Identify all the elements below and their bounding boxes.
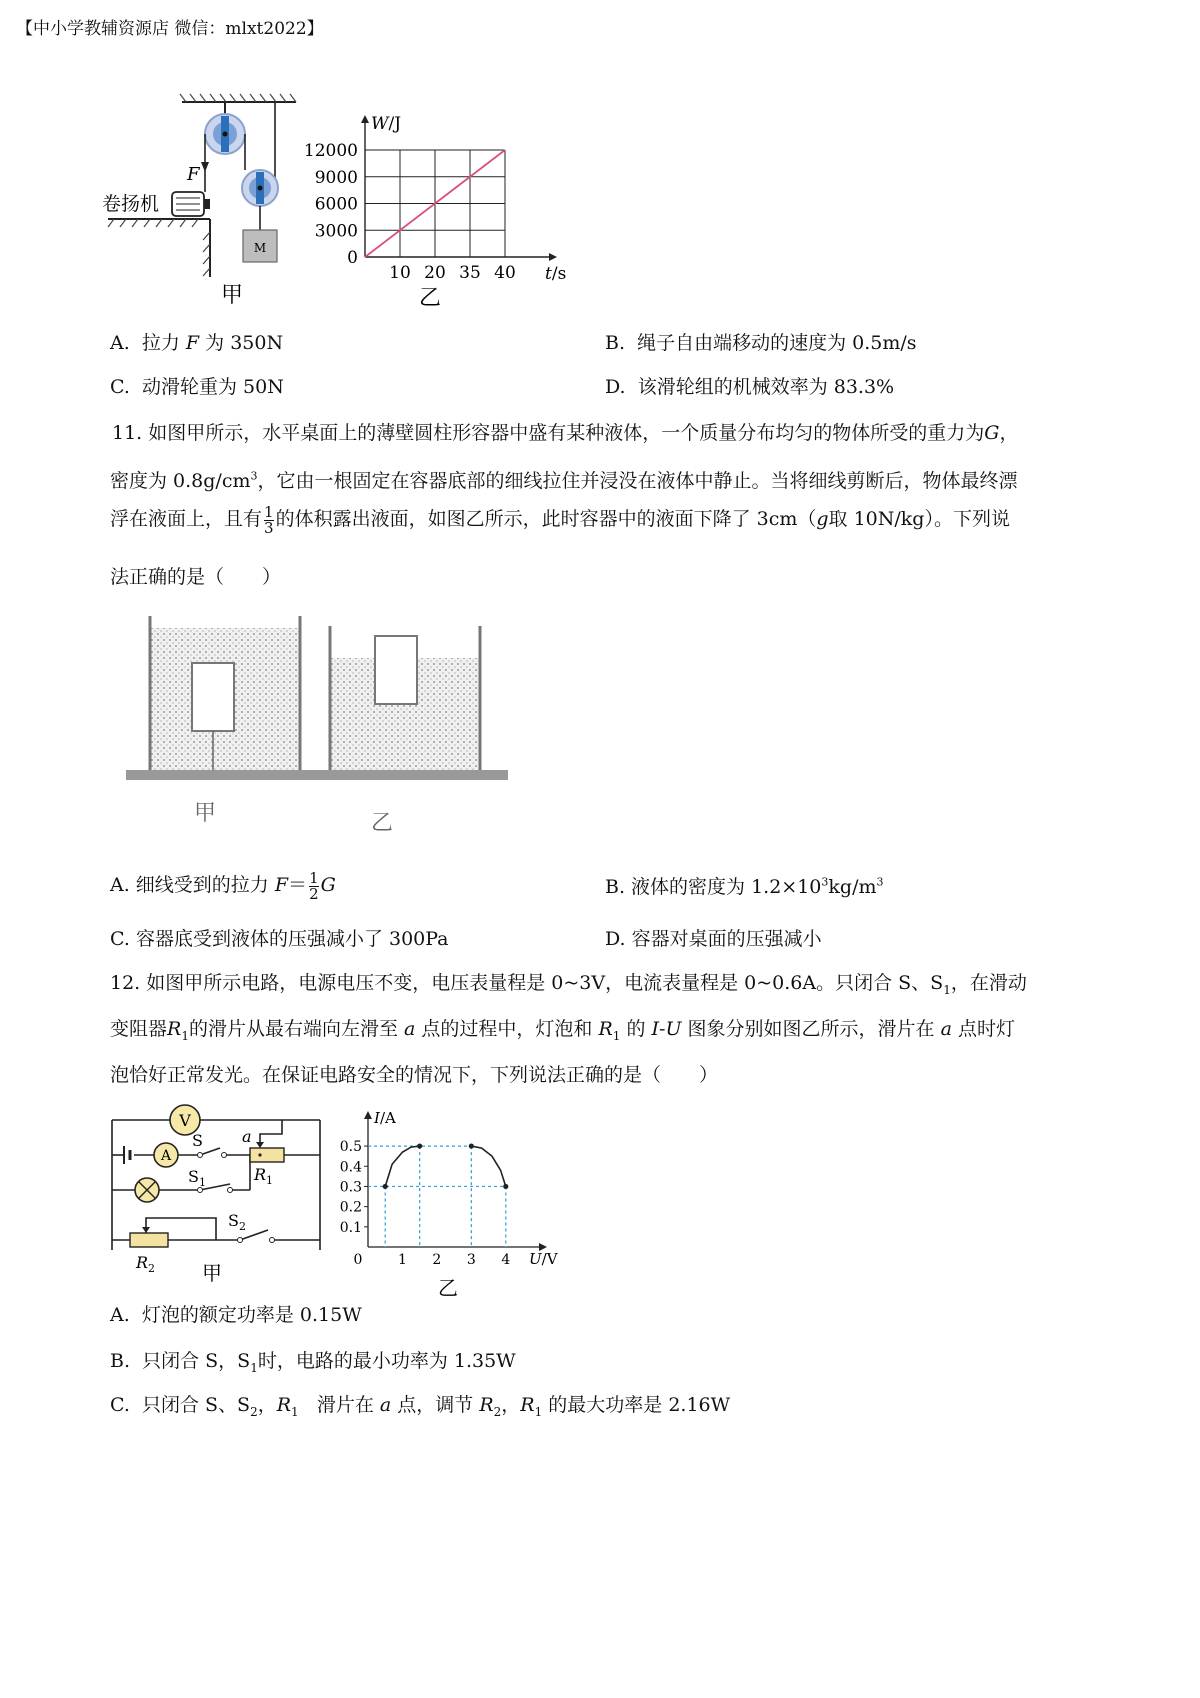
y-tick-label: 12000 — [303, 141, 358, 161]
q11-line-4: 法正确的是（ ） — [110, 566, 282, 588]
x-tick-label: 1 — [397, 1252, 407, 1268]
page-header: 【中小学教辅资源店 微信：mlxt2022】 — [16, 19, 324, 39]
switch-s2-label: $S_2$ — [228, 1211, 246, 1233]
voltmeter-label: V — [179, 1111, 191, 1130]
block-m-label: M — [253, 241, 267, 255]
pulley-system-figure — [100, 92, 330, 307]
x-tick-label: 10 — [389, 263, 411, 283]
current-voltage-chart — [330, 1105, 575, 1305]
q11-line-1: 11. 如图甲所示，水平桌面上的薄壁圆柱形容器中盛有某种液体，一个质量分布均匀的物体所受的重力为G， — [112, 422, 1019, 444]
r2-label: $R_2$ — [136, 1253, 156, 1275]
x-tick-label: 40 — [494, 263, 516, 283]
x-tick-label: 20 — [424, 263, 446, 283]
q11-line-3: 浮在液面上，且有 $\frac{1}{3}$ 的体积露出液面，如图乙所示，此时容器中的液面下降了 3cm（g取 10N/kg）。下列说 — [110, 502, 1010, 537]
y-tick-label: 0.2 — [339, 1199, 362, 1216]
y-tick-label: 3000 — [314, 221, 358, 242]
figure-caption-yi: 乙 — [438, 1276, 458, 1300]
y-axis-label: W/J — [371, 114, 402, 134]
q12-option-b: B. 只闭合 S，$S_1$时，电路的最小功率为 1.35W — [110, 1350, 516, 1375]
x-tick-label: 35 — [459, 263, 481, 283]
q12-line-2: 变阻器$R_1$的滑片从最右端向左滑至 a 点的过程中，灯泡和 $R_1$ 的 I-U 图象分别如图乙所示，滑片在 a 点时灯 — [110, 1018, 1015, 1043]
y-tick-label: 0.3 — [339, 1179, 362, 1196]
q10-option-c: C. 动滑轮重为 50N — [110, 376, 284, 398]
x-tick-label: 4 — [501, 1252, 511, 1268]
iu-curve — [385, 1146, 419, 1186]
data-point — [469, 1143, 474, 1148]
y-tick-label: 0 — [347, 248, 358, 268]
q11-line-2: 密度为 $0.8g/cm^3$，它由一根固定在容器底部的细线拉住并浸没在液体中静止。当将细线剪断后，物体最终漂 — [110, 469, 1018, 492]
y-axis-arrow — [361, 115, 369, 123]
winch-label: 卷扬机 — [102, 193, 160, 215]
y-tick-label: 0.4 — [339, 1159, 362, 1176]
q12-line-3: 泡恰好正常发光。在保证电路安全的情况下，下列说法正确的是（ ） — [110, 1064, 719, 1086]
switch-s1-label: $S_1$ — [188, 1167, 206, 1189]
q12-option-a: A. 灯泡的额定功率是 0.15W — [110, 1304, 362, 1326]
figure-caption-jia: 甲 — [193, 801, 217, 826]
figure-caption-jia: 甲 — [220, 283, 244, 307]
y-axis-arrow — [364, 1111, 372, 1119]
x-tick-label: 0 — [353, 1252, 363, 1268]
x-axis-label: U/V — [529, 1250, 558, 1268]
q10-option-d: D. 该滑轮组的机械效率为 83.3% — [605, 376, 895, 398]
force-f-label: F — [187, 164, 200, 185]
q11-option-a: A. 细线受到的拉力 F＝ $\frac{1}{2}$ G — [110, 868, 336, 903]
iu-curve — [471, 1146, 505, 1186]
q10-option-b: B. 绳子自由端移动的速度为 0.5m/s — [605, 332, 917, 354]
q12-line-1: 12. 如图甲所示电路，电源电压不变，电压表量程是 0~3V，电流表量程是 0~0.6A。只闭合 S、$S_1$，在滑动 — [110, 972, 1027, 997]
figure-caption-yi: 乙 — [370, 811, 394, 836]
x-axis-arrow — [549, 253, 557, 261]
ammeter-label: A — [160, 1148, 172, 1164]
y-tick-label: 0.1 — [339, 1219, 362, 1236]
q11-option-c: C. 容器底受到液体的压强减小了 300Pa — [110, 928, 449, 950]
q10-option-a: A. 拉力 F 为 350N — [110, 332, 284, 354]
data-point — [383, 1184, 388, 1189]
circuit-diagram — [100, 1090, 360, 1290]
y-axis-label: I/A — [374, 1109, 396, 1127]
r1-label: $R_1$ — [254, 1165, 274, 1187]
x-axis-label: t/s — [545, 264, 567, 284]
y-tick-label: 9000 — [314, 167, 358, 188]
data-point — [417, 1143, 422, 1148]
container-figure — [120, 608, 520, 858]
figure-caption-jia: 甲 — [202, 1261, 222, 1285]
work-time-chart — [300, 105, 590, 315]
data-point — [503, 1184, 508, 1189]
q12-option-c: C. 只闭合 S、$S_2$，$R_1$ 滑片在 a 点，调节 $R_2$，$R_1$ 的最大功率是 2.16W — [110, 1394, 731, 1419]
x-tick-label: 3 — [466, 1252, 476, 1268]
switch-s-label: S — [192, 1131, 203, 1150]
figure-caption-yi: 乙 — [418, 286, 442, 311]
q11-option-b: B. 液体的密度为 $1.2\times 10^3kg/m^3$ — [605, 875, 884, 898]
q11-option-d: D. 容器对桌面的压强减小 — [605, 928, 822, 950]
y-tick-label: 6000 — [314, 194, 358, 215]
x-tick-label: 2 — [432, 1252, 442, 1268]
y-tick-label: 0.5 — [339, 1139, 362, 1156]
point-a-label: a — [242, 1127, 252, 1146]
